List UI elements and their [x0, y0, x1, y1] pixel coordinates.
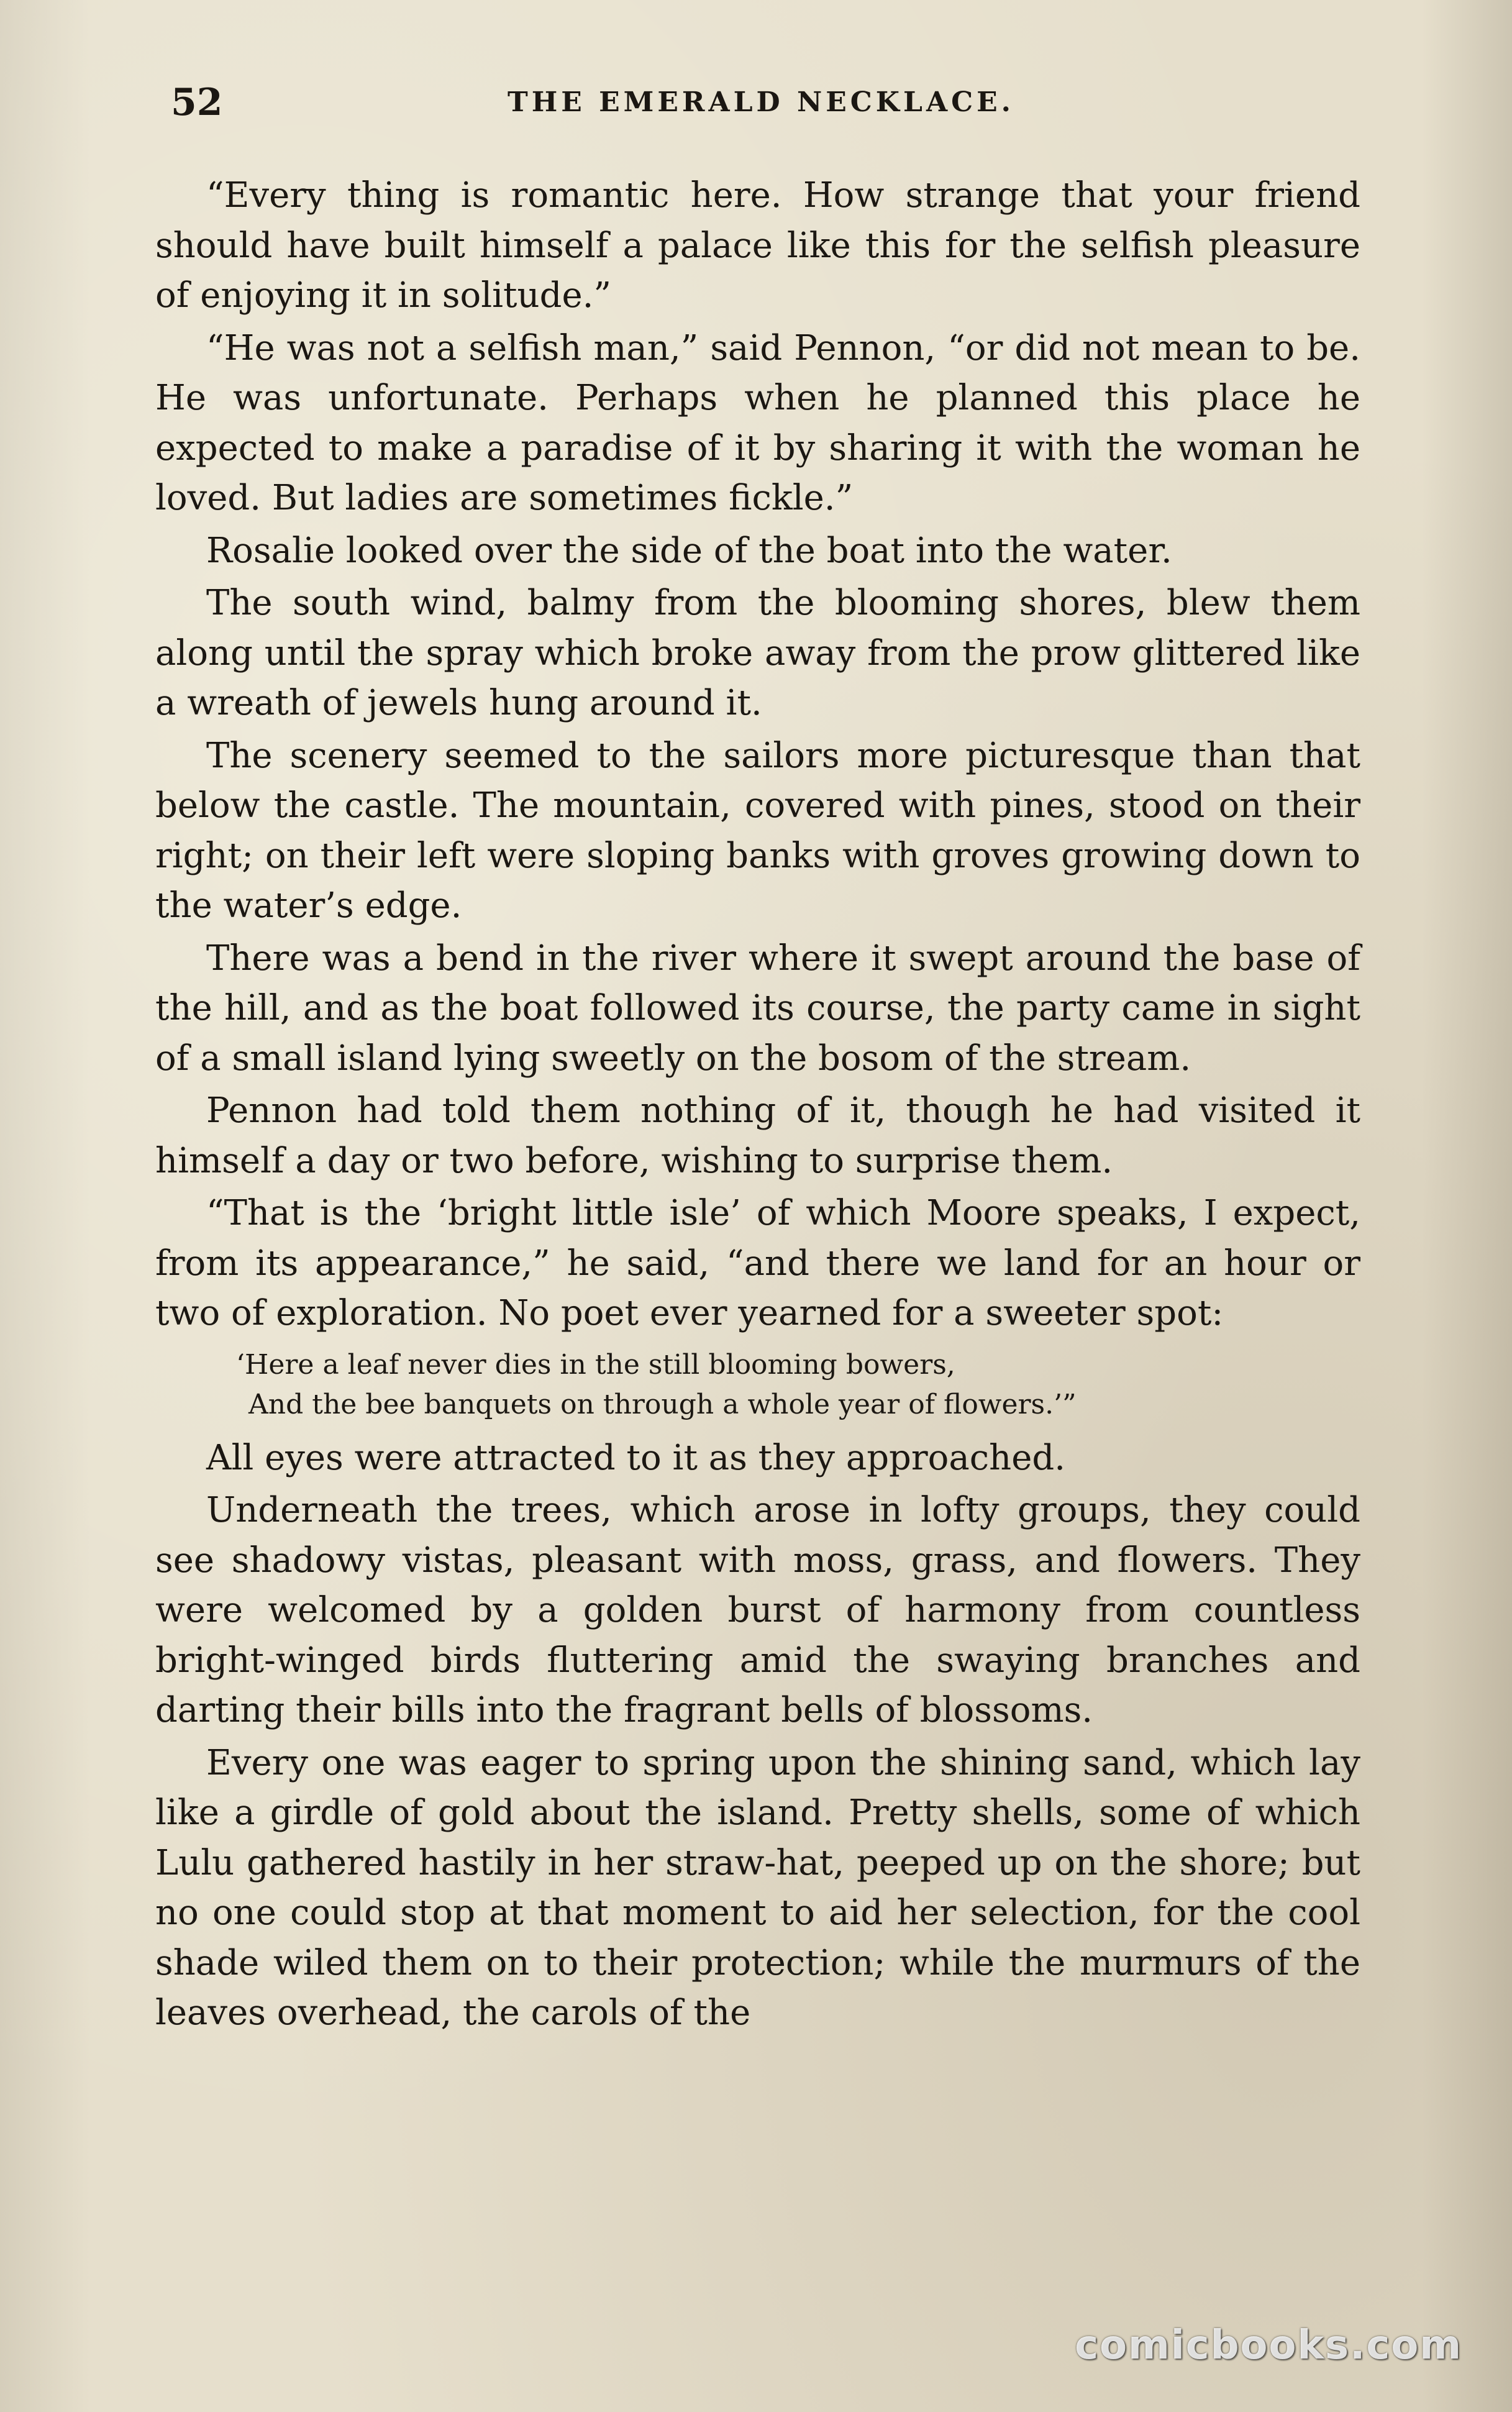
- paragraph: “He was not a selfish man,” said Pennon, “or did not mean to be. He was unfortunate. Perhaps when he planned this place he expected to make a paradise of it by sharing it with the woman he loved. But ladies are sometimes fickle.”: [155, 327, 1360, 518]
- body-text: [155, 171, 1360, 2041]
- running-title: THE EMERALD NECKLACE.: [507, 86, 1015, 118]
- paragraph: The south wind, balmy from the blooming shores, blew them along until the spray which broke away from the prow glittered like a wreath of jewels hung around it.: [155, 583, 1360, 723]
- paragraph: Underneath the trees, which arose in lofty groups, they could see shadowy vistas, pleasant with moss, grass, and flowers. They were welcomed by a golden burst of harmony from countless bright-winged birds fluttering amid the swaying branches and darting their bills into the fragrant bells of blossoms.: [155, 1490, 1360, 1730]
- paragraph: Rosalie looked over the side of the boat into the water.: [206, 530, 1172, 571]
- verse-line: And the bee banquets on through a whole year of flowers.’”: [248, 1388, 1077, 1420]
- paragraph: “Every thing is romantic here. How strange that your friend should have built himself a palace like this for the selfish pleasure of enjoying it in solitude.”: [155, 175, 1360, 316]
- verse-line: ‘Here a leaf never dies in the still blooming bowers,: [236, 1348, 955, 1381]
- verse-quote: [155, 1345, 1360, 1425]
- paragraph: All eyes were attracted to it as they approached.: [206, 1437, 1065, 1478]
- page-number: 52: [171, 81, 223, 124]
- paragraph: The scenery seemed to the sailors more picturesque than that below the castle. The mountain, covered with pines, stood on their right; on their left were sloping banks with groves growing down to the water’s edge.: [155, 735, 1360, 926]
- paragraph: There was a bend in the river where it swept around the base of the hill, and as the boat followed its course, the party came in sight of a small island lying sweetly on the bosom of the stream.: [155, 938, 1360, 1079]
- page-header: [171, 75, 1351, 130]
- paragraph: Every one was eager to spring upon the shining sand, which lay like a girdle of gold about the island. Pretty shells, some of which Lulu gathered hastily in her straw-hat, peeped up on the shore; but no one could stop at that moment to aid her selection, for the cool shade wiled them on to their protection; while the murmurs of the leaves overhead, the carols of the: [155, 1742, 1360, 2033]
- paragraph: “That is the ‘bright little isle’ of which Moore speaks, I expect, from its appearance,” he said, “and there we land for an hour or two of exploration. No poet ever yearned for a sweeter spot:: [155, 1193, 1360, 1333]
- paragraph: Pennon had told them nothing of it, though he had visited it himself a day or two before, wishing to surprise them.: [155, 1090, 1360, 1181]
- watermark: comicbooks.com: [1075, 2323, 1462, 2369]
